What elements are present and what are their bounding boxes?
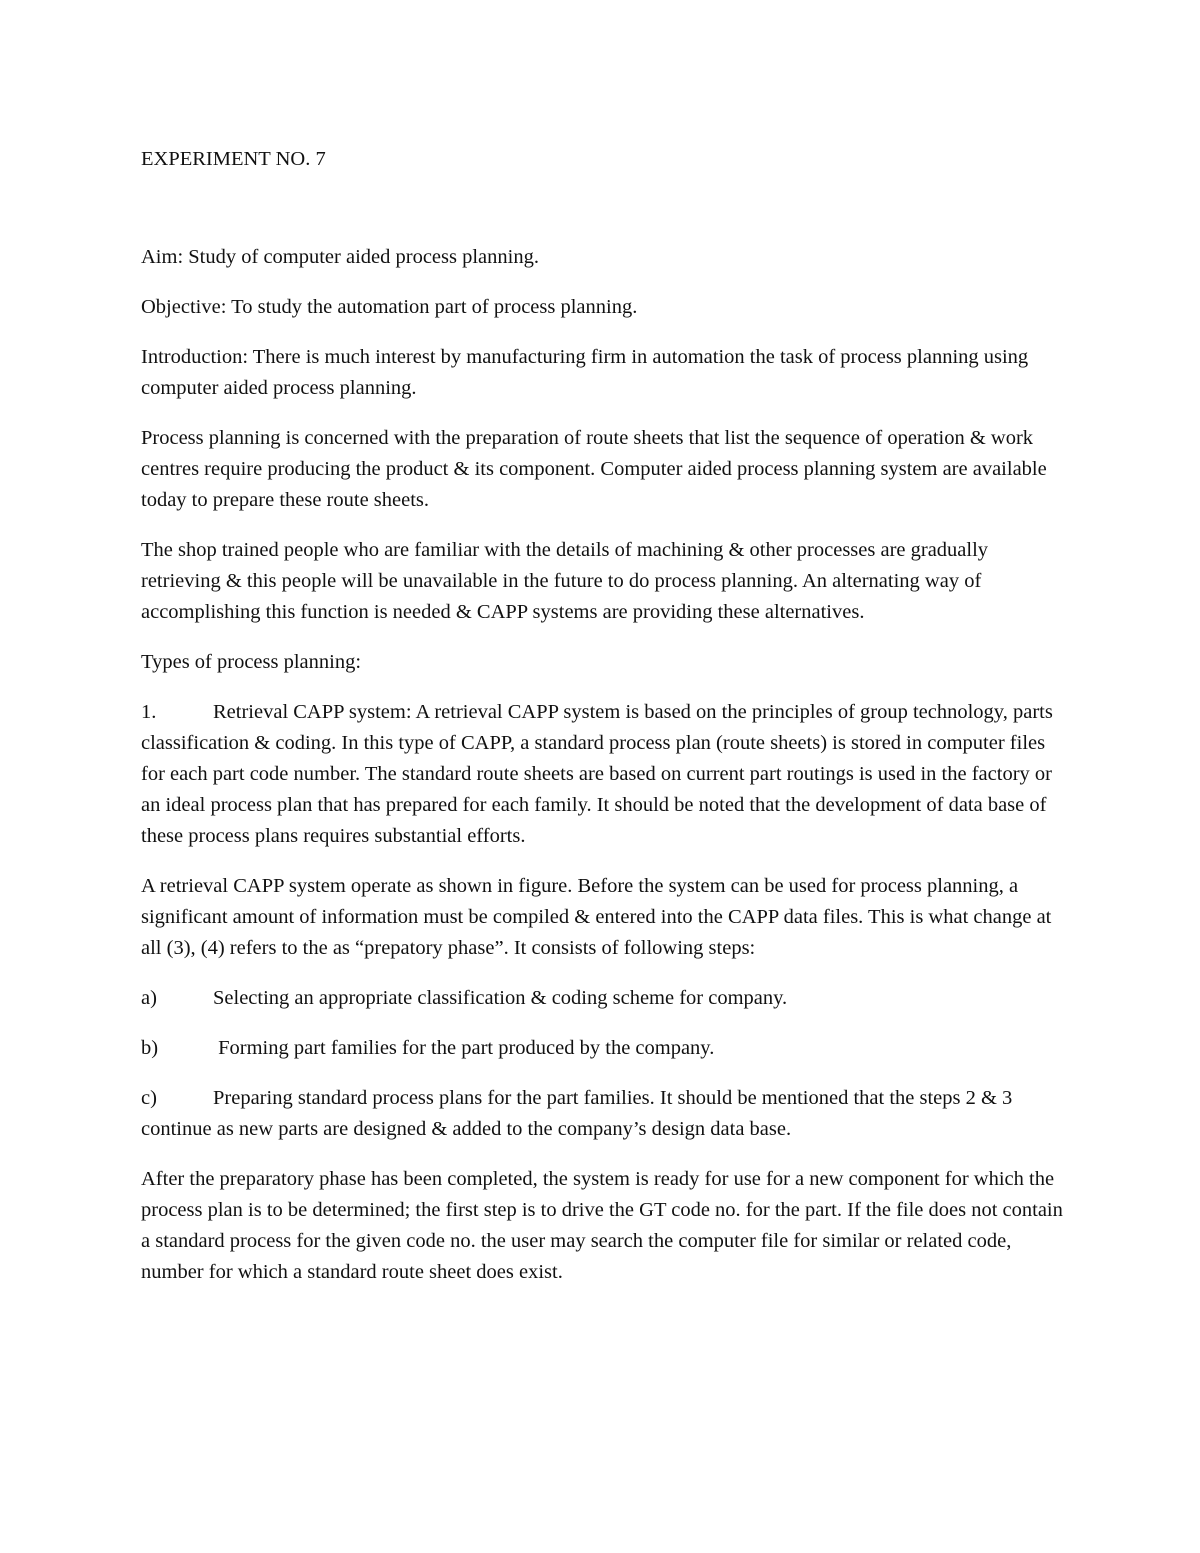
step-c: [141, 1083, 1066, 1145]
list-item-text: Forming part families for the part produced by the company.: [213, 1037, 715, 1059]
retrieval-operation-paragraph: A retrieval CAPP system operate as shown in figure. Before the system can be used for process planning, a significant amount of information must be compiled & entered into the CAPP data files. This is what change at all (3), (4) refers to the as “prepatory phase”. It consists of following steps:: [141, 875, 1052, 959]
list-item-text: Selecting an appropriate classification & coding scheme for company.: [213, 987, 788, 1009]
experiment-heading: EXPERIMENT NO. 7: [141, 148, 326, 170]
step-a: [141, 983, 1066, 1014]
aim-paragraph: Aim: Study of computer aided process planning.: [141, 246, 539, 268]
objective-paragraph: Objective: To study the automation part of process planning.: [141, 296, 638, 318]
document-body: [141, 144, 1066, 1307]
types-heading: Types of process planning:: [141, 651, 362, 673]
list-marker: a): [141, 987, 157, 1009]
shop-trained-paragraph: The shop trained people who are familiar with the details of machining & other processes are gradually retrieving & this people will be unavailable in the future to do process planning. An alternating way of accomplishing this function is needed & CAPP systems are providing these alternatives.: [141, 539, 989, 623]
process-planning-paragraph: Process planning is concerned with the preparation of route sheets that list the sequence of operation & work centres require producing the product & its component. Computer aided process planning system are available today to prepare these route sheets.: [141, 427, 1047, 511]
introduction-paragraph: Introduction: There is much interest by manufacturing firm in automation the task of process planning using computer aided process planning.: [141, 346, 1029, 399]
step-b: [141, 1033, 1066, 1064]
list-marker: b): [141, 1037, 159, 1059]
list-marker: c): [141, 1087, 157, 1109]
retrieval-capp-item: [141, 697, 1066, 852]
list-item-text: Retrieval CAPP system: A retrieval CAPP system is based on the principles of group technology, parts classification & coding. In this type of CAPP, a standard process plan (route sheets) is stored in computer files for each part code number. The standard route sheets are based on current part routings is used in the factory or an ideal process plan that has prepared for each family. It should be noted that the development of data base of these process plans requires substantial efforts.: [141, 701, 1053, 847]
after-preparatory-paragraph: After the preparatory phase has been completed, the system is ready for use for a new component for which the process plan is to be determined; the first step is to drive the GT code no. for the part. If the file does not contain a standard process for the given code no. the user may search the computer file for similar or related code, number for which a standard route sheet does exist.: [141, 1168, 1063, 1283]
list-marker: 1.: [141, 701, 157, 723]
list-item-text: Preparing standard process plans for the part families. It should be mentioned that the steps 2 & 3 continue as new parts are designed & added to the company’s design data base.: [141, 1087, 1013, 1140]
